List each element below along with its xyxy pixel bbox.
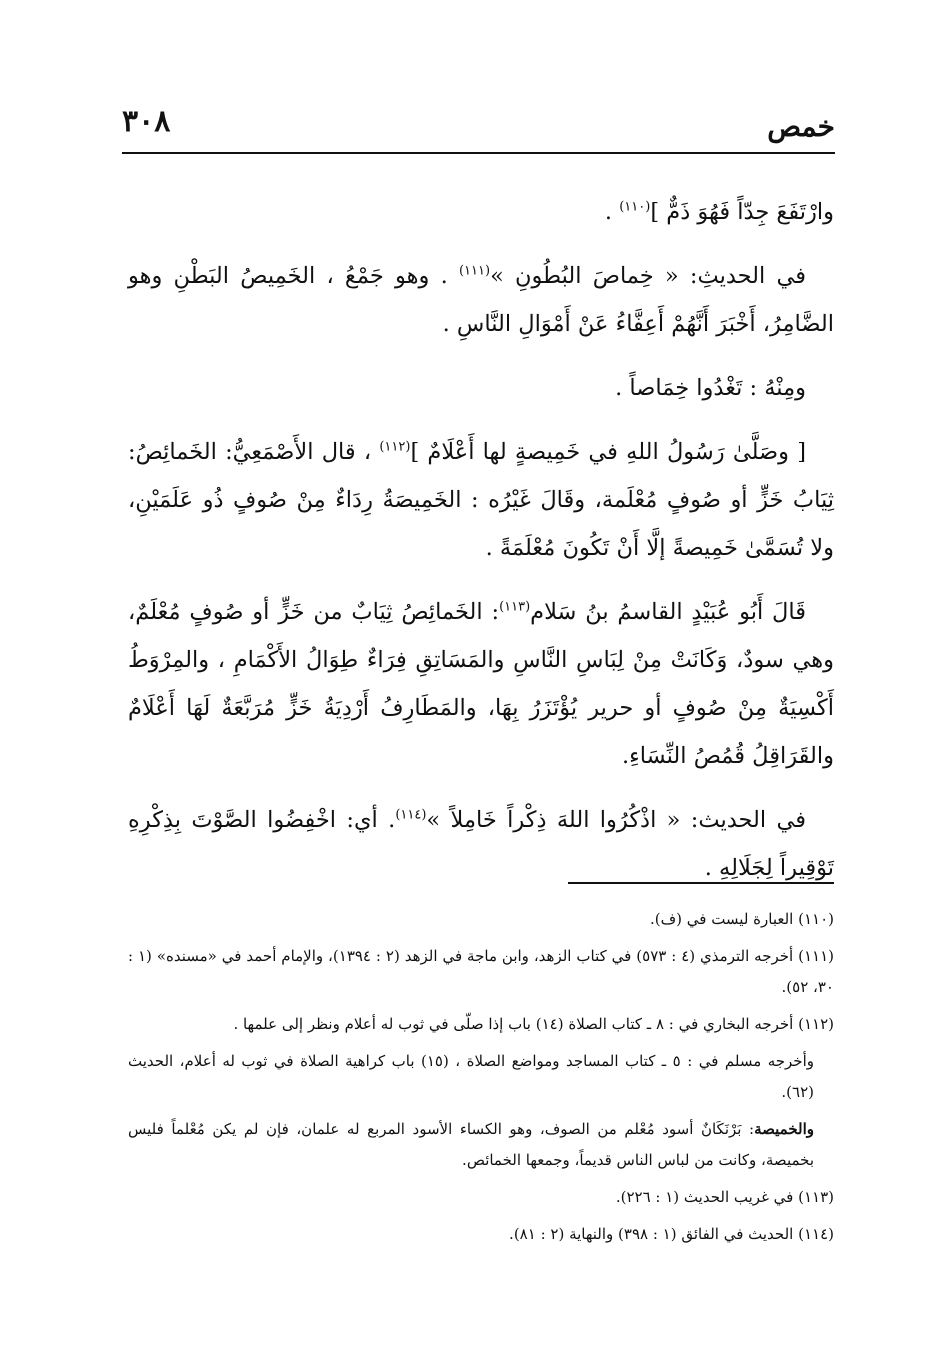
paragraph-1 [128, 188, 834, 236]
paragraph-text: ومِنْهُ : تَغْدُوا خِمَاصاً . [615, 375, 806, 401]
footnote-ref-112: (١١٢) [379, 439, 411, 455]
footnote-term: والخميصة [754, 1120, 814, 1138]
paragraph-text: قَالَ أَبُو عُبَيْدٍ القاسمُ بنُ سَلام [530, 599, 806, 625]
paragraph-text: [ وصَلَّىٰ رَسُولُ اللهِ في خَمِيصةٍ لها أَعْلَامٌ ] [410, 439, 806, 465]
footnote-ref-110: (١١٠) [619, 199, 651, 215]
page-header [122, 96, 835, 154]
footnote-110: (١١٠) العبارة ليست في (ف). [649, 910, 834, 928]
footnote-ref-113: (١١٣) [499, 599, 531, 615]
page-number: ٣٠٨ [122, 104, 171, 139]
paragraph-text: . [604, 199, 620, 225]
footnote-114: (١١٤) الحديث في الفائق (١ : ٣٩٨) والنهاية (٢ : ٨١). [509, 1225, 834, 1243]
paragraph-6 [128, 796, 834, 892]
header-entry-word: خمص [767, 110, 835, 143]
footnote-113: (١١٣) في غريب الحديث (١ : ٢٢٦). [615, 1188, 834, 1206]
footnote-definition-text: : بَرْنَكَانٌ أسود مُعْلم من الصوف، وهو الكساء الأسود المربع له علمان، فإن لم يكن مُعْلماً فليس بخميصة، وكانت من لباس الناس قديماً، وجمعها الخمائص. [128, 1120, 814, 1169]
footnote-ref-114: (١١٤) [395, 807, 427, 823]
paragraph-4 [128, 428, 834, 572]
paragraph-2 [128, 252, 834, 348]
paragraph-text: في الحديث: « اذْكُرُوا اللهَ ذِكْراً خَامِلاً » [426, 807, 806, 833]
footnote-111: (١١١) أخرجه الترمذي (٤ : ٥٧٣) في كتاب الزهد، وابن ماجة في الزهد (٢ : ١٣٩٤)، والإمام أحمد في «مسنده» (١ : ٣٠، ٥٢). [128, 947, 835, 996]
paragraph-5 [128, 588, 834, 780]
footnotes [128, 904, 834, 1256]
paragraph-text: في الحديثِ: « خِماصَ البُطُونِ » [490, 263, 806, 289]
footnote-112-muslim: وأخرجه مسلم في : ٥ ـ كتاب المساجد ومواضع الصلاة ، (١٥) باب كراهية الصلاة في ثوب له أعلام، الحديث (٦٢). [128, 1052, 814, 1101]
paragraph-text: . وهو جَمْعُ ، الخَمِيصُ البَطْنِ وهو الضَّامِرُ، أَخْبَرَ أَنَّهُمْ أَعِفَّاءُ عَنْ أَمْوَالِ النَّاسِ . [128, 263, 834, 337]
paragraph-3 [128, 364, 834, 412]
paragraph-text: . أي: اخْفِضُوا الصَّوْتَ بِذِكْرِهِ تَوْقِيراً لِجَلَالِهِ . [128, 807, 834, 881]
footnote-112-definition [128, 1114, 814, 1176]
footnote-112: (١١٢) أخرجه البخاري في : ٨ ـ كتاب الصلاة (١٤) باب إذا صلّى في ثوب له أعلام ونظر إلى علمها . [233, 1015, 834, 1033]
footnote-ref-111: (١١١) [458, 263, 491, 279]
main-text [128, 188, 834, 908]
paragraph-text: وارْتَفَعَ جِدّاً فَهُوَ ذَمٌّ ] [650, 199, 834, 225]
paragraph-text: : الخَمائِصُ ثِيَابٌ من خَزٍّ أو صُوفٍ مُعْلَمٌ، وهي سودٌ، وَكَانَتْ مِنْ لِبَاسِ النَّاسِ والمَسَاتِقِ فِرَاءٌ طِوَالُ الأَكْمَامِ ، والمِرْوَطُ أَكْسِيَةٌ مِنْ صُوفٍ أو حرير يُؤْتَزَرُ بِهَا، والمَطَارِفُ أَرْدِيَةُ خَزٍّ مُرَبَّعَةٌ لَهَا أَعْلَامٌ والقَرَاقِلُ قُمُصُ النِّسَاءِ. [128, 599, 834, 769]
footnote-separator [568, 882, 834, 884]
paragraph-text: ، قال الأَصْمَعِيُّ: الخَمائِصُ: ثِيَابُ خَزٍّ أو صُوفٍ مُعْلَمة، وقَالَ غَيْرُه : الخَمِيصَةُ رِدَاءٌ مِنْ صُوفٍ ذُو عَلَمَيْنِ، ولا تُسَمَّىٰ خَمِيصةً إلَّا أَنْ تَكُونَ مُعْلَمَةً . [128, 439, 834, 561]
